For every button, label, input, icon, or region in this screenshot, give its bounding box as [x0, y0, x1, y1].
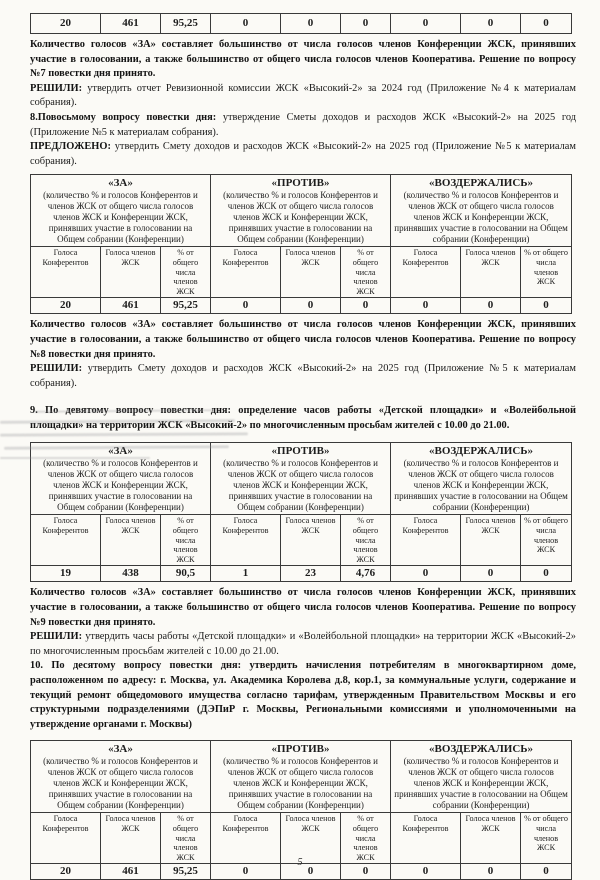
group-header-row: [31, 741, 572, 813]
q10-agenda-text: утвердить начисления потребителям в многоквартирном доме, расположенном по адресу: г. Москва, ул. Академика Королева д.8, кор.1, за коммунальные услуги, содержание и текущий ремонт общедомового имущества согласно тарифам, утвержденным Правительством Москвы и его структурными подразделениями (ДЭПиР г. Москвы, Региональными комиссиями и уполномоченными на утверждение органами г. Москвы): [30, 660, 577, 730]
vote-table-q9: [30, 442, 572, 582]
vote-value-cell: 0: [461, 14, 521, 34]
vote-value-cell: 0: [461, 566, 521, 582]
subcol-header: Голоса членов ЖСК: [461, 247, 521, 298]
subcol-header: % от общего числа членов ЖСК: [521, 247, 572, 298]
subcol-header: Голоса членов ЖСК: [101, 247, 161, 298]
subheader-row: [31, 247, 572, 298]
subcol-header: % от общего числа членов ЖСК: [341, 813, 391, 864]
vote-value-cell: 0: [341, 864, 391, 880]
group-header-protiv: [211, 443, 391, 515]
subcol-header: % от общего числа членов ЖСК: [161, 515, 211, 566]
subcol-header: % от общего числа членов ЖСК: [521, 813, 572, 864]
subcol-header: Голоса Конферентов: [31, 813, 101, 864]
vote-table-q8-wrap: [30, 174, 576, 314]
vote-value-cell: 0: [521, 298, 572, 314]
q8-resolution-text: утвердить Смету доходов и расходов ЖСК «Высокий-2» на 2025 год (Приложение №5 к материалам собрания).: [30, 363, 576, 389]
group-title: «ПРОТИВ»: [271, 743, 330, 756]
vote-results-continuation-table-q7: [30, 13, 572, 34]
subcol-header: Голоса Конферентов: [31, 515, 101, 566]
q8-agenda-label: 8.Повосьмому вопросу повестки дня:: [30, 111, 217, 123]
group-header-protiv: [211, 175, 391, 247]
vote-value-cell: 0: [211, 14, 281, 34]
subheader-row: [31, 515, 572, 566]
spacer: [30, 391, 576, 404]
vote-value-cell: 20: [31, 14, 101, 34]
vote-value-cell: 0: [281, 864, 341, 880]
q9-agenda-label: 9. По девятому вопросу повестки дня:: [30, 405, 232, 417]
q7-resolution: [30, 82, 576, 111]
subcol-header: Голоса Конферентов: [391, 515, 461, 566]
vote-value-cell: 90,5: [161, 566, 211, 582]
subcol-header: Голоса Конферентов: [211, 813, 281, 864]
reshili-label: РЕШИЛИ:: [30, 363, 83, 375]
group-header-row: [31, 175, 572, 247]
vote-value-cell: 461: [101, 14, 161, 34]
q9-resolution-text: утвердить часы работы «Детской площадки» и «Волейбольной площадки» на территории ЖСК «Высокий-2» по многочисленным просьбам жителей с 10.00 до 21.00.: [30, 631, 576, 657]
subcol-header: Голоса членов ЖСК: [281, 515, 341, 566]
vote-value-cell: 0: [461, 864, 521, 880]
subcol-header: Голоса членов ЖСК: [101, 515, 161, 566]
vote-value-cell: 0: [341, 14, 391, 34]
table-row: [31, 14, 572, 34]
q7-majority-statement: Количество голосов «ЗА» составляет большинство от числа голосов членов Конференции ЖСК, принявших участие в голосовании, а также большинство от общего числа голосов членов Кооператива. Решение по вопросу №7 повестки дня принято.: [30, 39, 576, 80]
vote-value-cell: 461: [101, 298, 161, 314]
group-desc: (количество % и голосов Конферентов и членов ЖСК от общего числа голосов членов ЖСК и Конференции ЖСК, принявших участие в голосовании на Общем собрании (Конференции): [394, 458, 568, 513]
group-title: «ПРОТИВ»: [271, 445, 330, 458]
group-title: «ВОЗДЕРЖАЛИСЬ»: [429, 743, 534, 756]
subcol-header: % от общего числа членов ЖСК: [341, 247, 391, 298]
vote-value-cell: 461: [101, 864, 161, 880]
vote-value-cell: 0: [281, 298, 341, 314]
vote-value-cell: 95,25: [161, 864, 211, 880]
vote-value-cell: 4,76: [341, 566, 391, 582]
group-desc: (количество % и голосов Конферентов и членов ЖСК от общего числа голосов членов ЖСК и Конференции ЖСК, принявших участие в голосовании на Общем собрании (Конференции): [394, 190, 568, 245]
group-header-row: [31, 443, 572, 515]
subcol-header: Голоса членов ЖСК: [281, 813, 341, 864]
q9-resolution: [30, 630, 576, 659]
q8-agenda-heading: [30, 111, 576, 140]
vote-value-cell: 23: [281, 566, 341, 582]
vote-value-cell: 20: [31, 298, 101, 314]
group-header-za: [31, 741, 211, 813]
group-desc: (количество % и голосов Конферентов и членов ЖСК от общего числа голосов членов ЖСК и Конференции ЖСК, принявших участие в голосовании на Общем собрании (Конференции): [43, 190, 198, 245]
subcol-header: Голоса членов ЖСК: [461, 515, 521, 566]
reshili-label: РЕШИЛИ:: [30, 82, 83, 94]
group-desc: (количество % и голосов Конферентов и членов ЖСК от общего числа голосов членов ЖСК и Конференции ЖСК, принявших участие в голосовании на Общем собрании (Конференции): [43, 756, 198, 811]
group-desc: (количество % и голосов Конферентов и членов ЖСК от общего числа голосов членов ЖСК и Конференции ЖСК, принявших участие в голосовании на Общем собрании (Конференции): [223, 458, 378, 513]
subcol-header: Голоса Конферентов: [211, 247, 281, 298]
vote-value-cell: 0: [211, 298, 281, 314]
q8-proposal-text: утвердить Смету доходов и расходов ЖСК «Высокий-2» на 2025 год (Приложение №5 к материалам собрания).: [30, 141, 576, 167]
group-title: «ВОЗДЕРЖАЛИСЬ»: [429, 177, 534, 190]
vote-value-cell: 0: [341, 298, 391, 314]
group-header-protiv: [211, 741, 391, 813]
subcol-header: Голоса Конферентов: [391, 247, 461, 298]
subcol-header: % от общего числа членов ЖСК: [161, 813, 211, 864]
vote-value-cell: 438: [101, 566, 161, 582]
group-title: «ЗА»: [108, 177, 133, 190]
vote-table-q9-wrap: [30, 442, 576, 582]
q9-agenda-heading: [30, 404, 576, 433]
group-header-vozderzhalis: [391, 741, 572, 813]
subcol-header: Голоса членов ЖСК: [281, 247, 341, 298]
vote-value-cell: 0: [391, 298, 461, 314]
q8-resolution: [30, 362, 576, 391]
table-row: [31, 298, 572, 314]
vote-table-q8: [30, 174, 572, 314]
group-title: «ПРОТИВ»: [271, 177, 330, 190]
group-desc: (количество % и голосов Конферентов и членов ЖСК от общего числа голосов членов ЖСК и Конференции ЖСК, принявших участие в голосовании на Общем собрании (Конференции): [43, 458, 198, 513]
vote-value-cell: 0: [391, 864, 461, 880]
group-desc: (количество % и голосов Конферентов и членов ЖСК от общего числа голосов членов ЖСК и Конференции ЖСК, принявших участие в голосовании на Общем собрании (Конференции): [223, 756, 378, 811]
subcol-header: Голоса Конферентов: [211, 515, 281, 566]
subcol-header: Голоса членов ЖСК: [461, 813, 521, 864]
vote-value-cell: 0: [211, 864, 281, 880]
q7-resolution-text: утвердить отчет Ревизионной комиссии ЖСК «Высокий-2» за 2024 год (Приложение №4 к материалам собрания).: [30, 82, 576, 109]
vote-value-cell: 0: [521, 14, 572, 34]
subcol-header: % от общего числа членов ЖСК: [161, 247, 211, 298]
vote-value-cell: 95,25: [161, 298, 211, 314]
q10-agenda-heading: [30, 659, 576, 732]
group-desc: (количество % и голосов Конферентов и членов ЖСК от общего числа голосов членов ЖСК и Конференции ЖСК, принявших участие в голосовании на Общем собрании (Конференции): [394, 756, 568, 811]
vote-value-cell: 0: [391, 14, 461, 34]
vote-value-cell: 0: [521, 864, 572, 880]
q9-agenda-text: определение часов работы «Детской площадки» и «Волейбольной площадки» на территории ЖСК «Высокий-2» по многочисленным просьбам жителей с 10.00 до 21.00.: [30, 405, 576, 431]
vote-value-cell: 0: [461, 298, 521, 314]
vote-value-cell: 95,25: [161, 14, 211, 34]
page-number: 5: [297, 857, 303, 868]
reshili-label: РЕШИЛИ:: [30, 631, 83, 643]
vote-value-cell: 19: [31, 566, 101, 582]
group-title: «ВОЗДЕРЖАЛИСЬ»: [429, 445, 534, 458]
subcol-header: Голоса членов ЖСК: [101, 813, 161, 864]
table-row: [31, 566, 572, 582]
group-header-vozderzhalis: [391, 443, 572, 515]
vote-value-cell: 0: [521, 566, 572, 582]
group-header-za: [31, 443, 211, 515]
q8-proposal: [30, 140, 576, 169]
predlozheno-label: ПРЕДЛОЖЕНО:: [30, 141, 111, 153]
vote-value-cell: 20: [31, 864, 101, 880]
subcol-header: Голоса Конферентов: [391, 813, 461, 864]
vote-value-cell: 0: [391, 566, 461, 582]
vote-value-cell: 0: [281, 14, 341, 34]
q8-agenda-text: утверждение Сметы доходов и расходов ЖСК «Высокий-2» на 2025 год (Приложение №5 к материалам собрания).: [30, 111, 576, 138]
subcol-header: % от общего числа членов ЖСК: [521, 515, 572, 566]
q8-majority-statement: Количество голосов «ЗА» составляет большинство от числа голосов членов Конференции ЖСК, принявших участие в голосовании, а также большинство от общего числа голосов членов Кооператива. Решение по вопросу №8 повестки дня принято.: [30, 319, 576, 360]
group-header-vozderzhalis: [391, 175, 572, 247]
group-title: «ЗА»: [108, 445, 133, 458]
vote-value-cell: 1: [211, 566, 281, 582]
q9-majority-statement: Количество голосов «ЗА» составляет большинство от числа голосов членов Конференции ЖСК, принявших участие в голосовании, а также большинство от общего числа голосов членов Кооператива. Решение по вопросу №9 повестки дня принято.: [30, 587, 576, 628]
group-title: «ЗА»: [108, 743, 133, 756]
group-desc: (количество % и голосов Конферентов и членов ЖСК от общего числа голосов членов ЖСК и Конференции ЖСК, принявших участие в голосовании на Общем собрании (Конференции): [223, 190, 378, 245]
group-header-za: [31, 175, 211, 247]
subcol-header: % от общего числа членов ЖСК: [341, 515, 391, 566]
q10-agenda-label: 10. По десятому вопросу повестки дня:: [30, 660, 242, 672]
subcol-header: Голоса Конферентов: [31, 247, 101, 298]
